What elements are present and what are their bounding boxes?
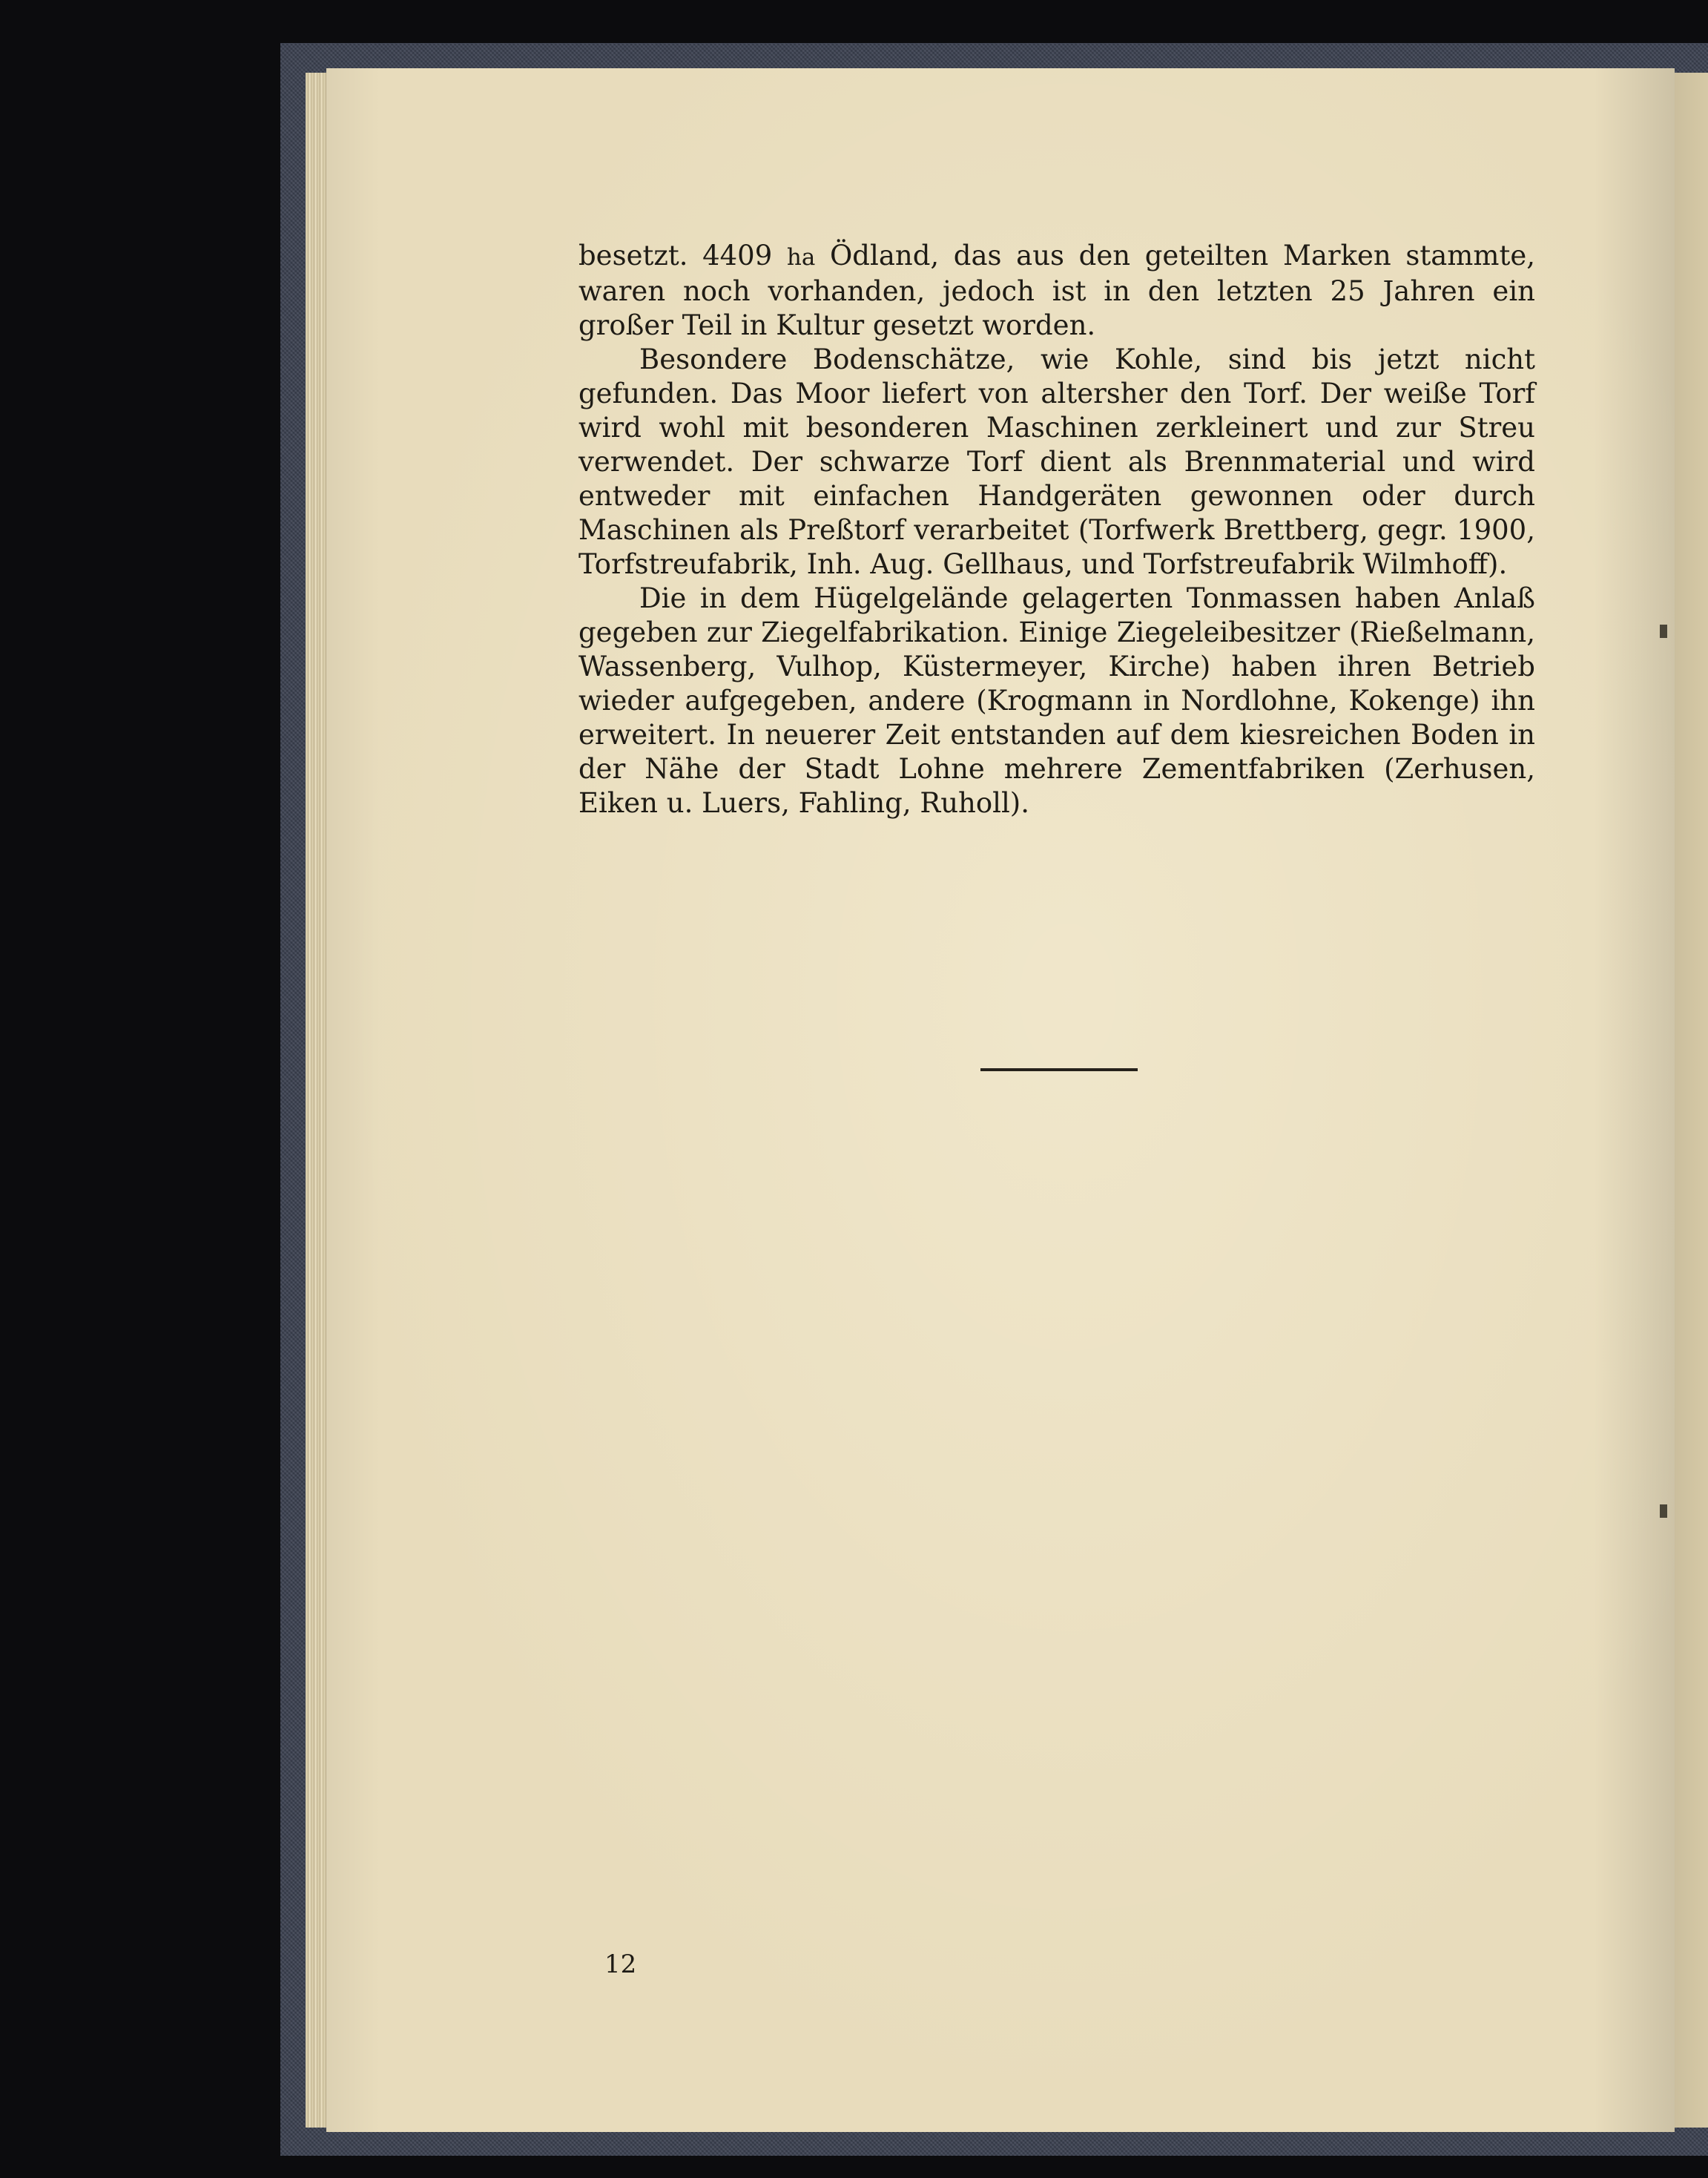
- paragraph-1: [578, 239, 1535, 343]
- paragraph-1-rest: Ödland, das aus den geteilten Marken stammte, waren noch vorhanden, jedoch ist in den letzten 25 Jahren ein großer Teil in Kultur gesetzt worden.: [578, 240, 1535, 341]
- binding-mark: [1660, 625, 1667, 638]
- section-separator-rule: [980, 1068, 1138, 1071]
- paragraph-3: Die in dem Hügelgelände gelagerten Tonmassen haben Anlaß gegeben zur Ziegelfabrikation. Einige Ziegeleibesitzer (Rießelmann, Wassenberg, Vulhop, Küstermeyer, Kirche) haben ihren Betrieb wieder aufgegeben, andere (Krogmann in Nordlohne, Kokenge) ihn erweitert. In neuerer Zeit entstanden auf dem kiesreichen Boden in der Nähe der Stadt Lohne mehrere Zementfabriken (Zerhusen, Eiken u. Luers, Fahling, Ruholl).: [578, 582, 1535, 819]
- body-text: [578, 239, 1535, 820]
- binding-mark: [1660, 1504, 1667, 1518]
- page-number: 12: [604, 1950, 637, 1979]
- unit-hectare: ha: [786, 244, 816, 271]
- paragraph-2: Besondere Bodenschätze, wie Kohle, sind bis jetzt nicht gefunden. Das Moor liefert von altersher den Torf. Der weiße Torf wird wohl mit besonderen Maschinen zerkleinert und zur Streu verwendet. Der schwarze Torf dient als Brennmaterial und wird entweder mit einfachen Handgeräten gewonnen oder durch Maschinen als Preßtorf verarbeitet (Torfwerk Brettberg, gegr. 1900, Torfstreufabrik, Inh. Aug. Gellhaus, und Torfstreufabrik Wilmhoff).: [578, 343, 1535, 580]
- paragraph-1-lead: besetzt. 4409: [578, 240, 787, 272]
